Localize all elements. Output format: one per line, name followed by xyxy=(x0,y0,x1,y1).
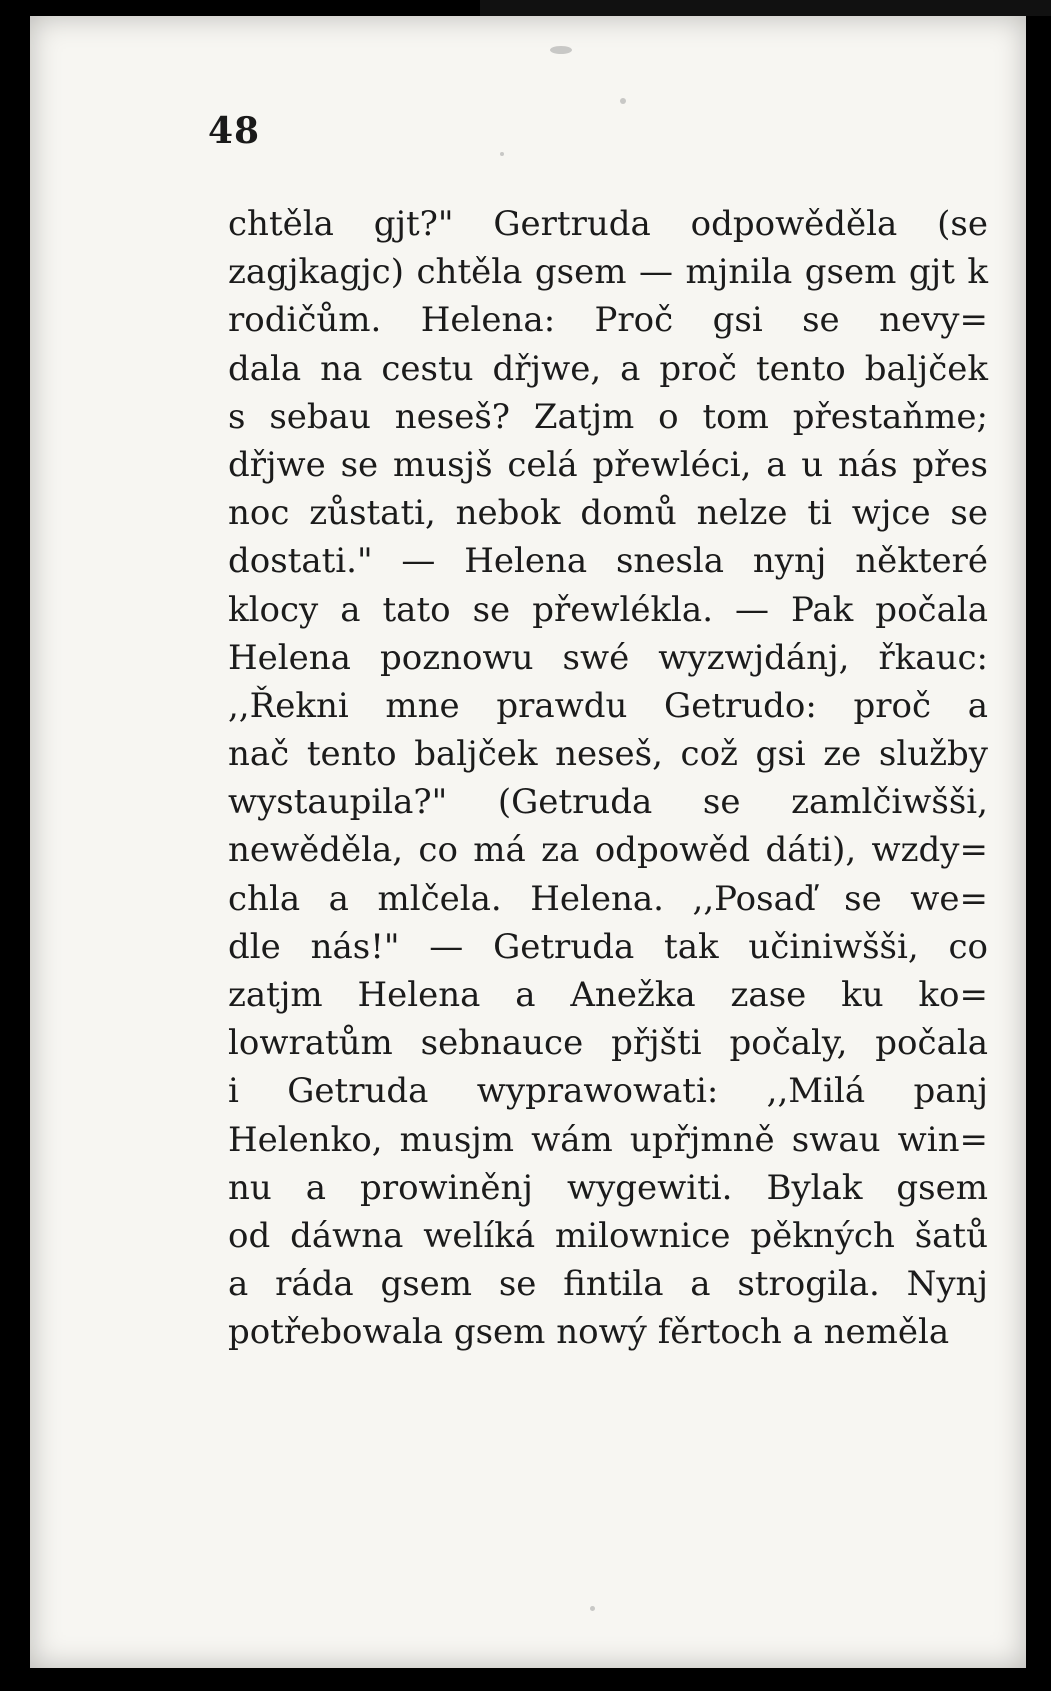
text-line: Helena poznowu swé wyzwjdánj, řkauc: xyxy=(228,637,988,678)
paper-speck xyxy=(500,152,504,156)
text-line: dostati." — Helena snesla nynj některé xyxy=(228,541,988,582)
text-line: od dáwna welíká milownice pěkných šatů xyxy=(228,1215,988,1256)
text-line: dala na cestu dřjwe, a proč tento baljček xyxy=(228,348,988,389)
text-line: nu a prowiněnj wygewiti. Bylak gsem xyxy=(228,1167,988,1208)
paper-speck xyxy=(590,1606,595,1611)
text-line: klocy a tato se přewlékla. — Pak počala xyxy=(228,589,988,630)
paper-speck xyxy=(550,46,572,54)
text-line: potřebowala gsem nowý fěrtoch a neměla xyxy=(228,1312,950,1353)
text-line: s sebau neseš? Zatjm o tom přestaňme; xyxy=(228,396,988,437)
text-line: wystaupila?" (Getruda se zamlčiwšši, xyxy=(228,782,988,823)
text-line: lowratům sebnauce přjšti počaly, počala xyxy=(228,1023,988,1064)
paper-speck xyxy=(620,98,626,104)
text-line: dřjwe se musjš celá přewléci, a u nás přes xyxy=(228,444,988,485)
text-line: ,,Řekni mne prawdu Getrudo: proč a xyxy=(228,685,988,726)
text-line: rodičům. Helena: Proč gsi se nevy= xyxy=(228,300,988,341)
page-number: 48 xyxy=(208,110,261,152)
text-line: noc zůstati, nebok domů nelze ti wjce se xyxy=(228,493,988,534)
text-line: chtěla gjt?" Gertruda odpowěděla (se xyxy=(228,204,988,244)
scan-edge-strip xyxy=(480,0,1051,16)
text-line: chla a mlčela. Helena. ,,Posaď se we= xyxy=(228,878,988,919)
text-line: a ráda gsem se fintila a strogila. Nynj xyxy=(228,1264,988,1305)
text-line: i Getruda wyprawowati: ,,Milá panj xyxy=(228,1071,988,1112)
text-line: Helenko, musjm wám upřjmně swau win= xyxy=(228,1119,988,1160)
text-line: nač tento baljček neseš, což gsi ze služby xyxy=(228,734,988,775)
body-text xyxy=(228,200,988,1357)
text-line: zagjkagjc) chtěla gsem — mjnila gsem gjt k xyxy=(228,252,988,293)
text-line: newěděla, co má za odpowěd dáti), wzdy= xyxy=(228,830,988,871)
text-line: dle nás!" — Getruda tak učiniwšši, co xyxy=(228,926,988,967)
text-line: zatjm Helena a Anežka zase ku ko= xyxy=(228,975,988,1015)
